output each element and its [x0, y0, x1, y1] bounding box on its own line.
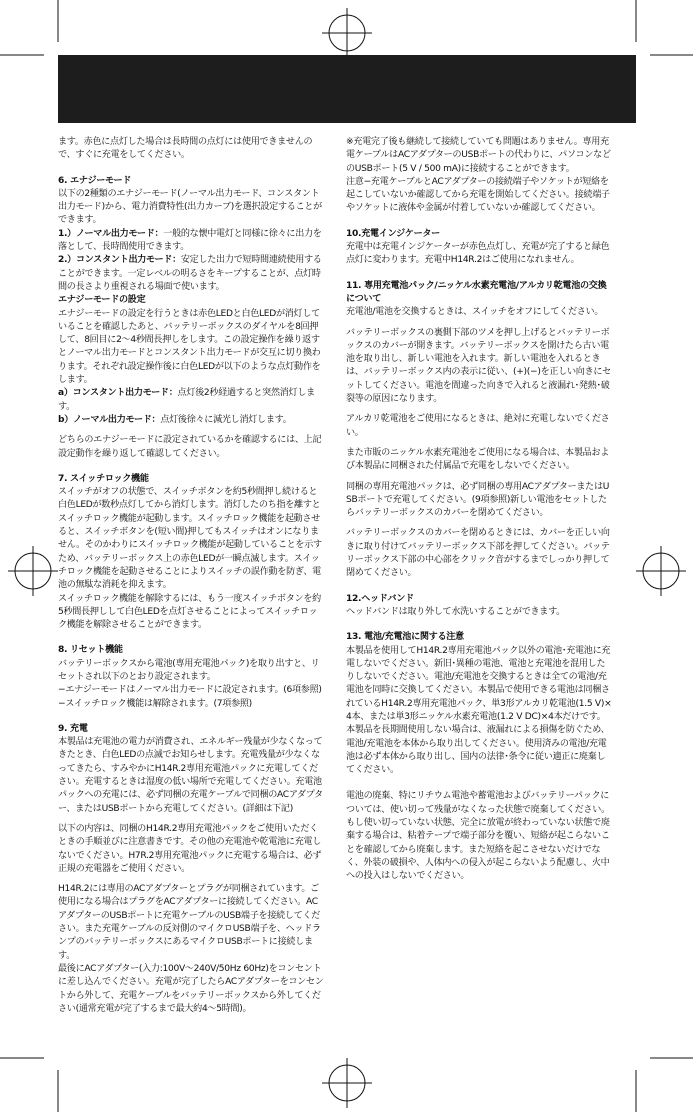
paragraph: 本製品を長期間使用しない場合は、液漏れによる損傷を防ぐため、電池/充電池を本体から取り出してください。使用済みの電池/充電池は必ず本体から取り出し、国内の法律･条令に従い適正に廃棄してください。 — [346, 725, 610, 776]
right-column — [346, 136, 613, 884]
paragraph: 注意−充電ケーブルとACアダプターの接続端子やソケットが短絡を起こしていないか確認してから充電を開始してください。接続端子やソケットに液体や金属が付着していないか確認してください。 — [346, 176, 610, 214]
mode-label: 1.）ノーマル出力モード： — [58, 228, 164, 239]
paragraph: バッテリーボックスから電池(専用充電池パック)を取り出すと、リセットされ以下のとおり設定されます。 — [58, 658, 320, 682]
section-title-energy-mode: 6. エナジーモード — [58, 175, 132, 186]
subsection-title: エナジーモードの設定 — [58, 295, 146, 306]
paragraph: −スイッチロック機能は解除されます。(7項参照) — [58, 698, 252, 709]
section-title-charging: 9. 充電 — [58, 723, 88, 734]
section-title-reset: 8. リセット機能 — [58, 645, 123, 656]
paragraph: 以下の内容は、同梱のH14R.2専用充電池パックをご使用いただくときの手順並びに注意書きです。その他の充電池や乾電池に充電しないでください。H7R.2専用充電池パックに充電する場合は、必ず正規の充電器をご使用ください。 — [58, 823, 322, 874]
mode-label: b）ノーマル出力モード： — [58, 414, 161, 425]
section-title-headband: 12.ヘッドバンド — [346, 593, 414, 604]
paragraph: 最後にACアダプター(入力:100V〜240V/50Hz 60Hz)をコンセントに差し込んでください。充電が完了したらACアダプターをコンセントから外して、充電ケーブルをバッテリーボックスから外してください(通常充電が完了するまで最大約4〜5時間)。 — [58, 963, 324, 1014]
header-band — [58, 55, 636, 123]
mode-label: 2.）コンスタント出力モード： — [58, 255, 181, 266]
section-title-charge-indicator: 10.充電インジケーター — [346, 228, 440, 239]
paragraph: H14R.2には専用のACアダプターとプラグが同梱されています。ご使用になる場合はプラグをACアダプターに接続してください。ACアダプターのUSBポートに充電ケーブルのUSB端子を接続してください。また充電ケーブルの反対側のマイクロUSB端子を、ヘッドランプのバッテリーボックスにあるマイクロUSBポートに接続します。 — [58, 884, 321, 961]
left-column — [58, 136, 325, 1016]
paragraph: また市販のニッケル水素充電池をご使用になる場合は、本製品および本製品に同梱された付属品で充電をしないでください。 — [346, 447, 609, 472]
paragraph: バッテリーボックスのカバーを閉めるときには、カバーを正しい向きに取り付けてバッテリーボックス下部を押してください。バッテリーボックス下部の中心部をクリック音がするまでしっかり押して閉めてください。 — [346, 528, 610, 579]
paragraph: 以下の2種類のエナジーモード(ノーマル出力モード、コンスタント出力モード)から、電力消費特性(出力カーブ)を選択設定することができます。 — [58, 188, 322, 226]
mode-text: 点灯後2秒経過すると突然消灯します。 — [58, 388, 315, 412]
section-title-battery-replacement: 11. 専用充電池パック/ニッケル水素充電池/アルカリ乾電池の交換について — [346, 280, 607, 304]
paragraph: 同梱の専用充電池パックは、必ず同梱の専用ACアダプターまたはUSBポートで充電してください。(9項参照)新しい電池をセットしたらバッテリーボックスのカバーを閉めてください。 — [346, 481, 610, 519]
paragraph: アルカリ乾電池をご使用になるときは、絶対に充電しないでください。 — [346, 414, 610, 438]
paragraph: どちらのエナジーモードに設定されているかを確認するには、上記設定動作を繰り返して確認してください。 — [58, 435, 322, 459]
paragraph: エナジーモードの設定を行うときは赤色LEDと白色LEDが消灯していることを確認したあと、バッテリーボックスのダイヤルを8回押して、8回目に2〜4秒間長押しをします。この設定操作を繰り返すとノーマル出力モードとコンスタント出力モードが交互に切り換わります。それぞれ設定操作後に白色LEDが以下のような点灯動作をします。 — [58, 308, 321, 386]
paragraph: スイッチがオフの状態で、スイッチボタンを約5秒間押し続けると白色LEDが数秒点灯してから消灯します。消灯したのち指を離すとスイッチロック機能が起動します。スイッチロック機能を起動させると、スイッチボタンを(短い間)押してもスイッチはオンになりません。そのかわりにスイッチロック機能が起動していることを示すため、バッテリーボックス上の赤色LEDが一瞬点滅します。スイッチロック機能を起動させることによりスイッチの誤作動を防ぎ、電池の無駄な消耗を抑えます。 — [58, 487, 322, 591]
mode-text: 安定した出力で短時間連続使用することができます。一定レベルの明るさをキープすることが、点灯時間の長さより重視される場面で使います。 — [58, 255, 322, 292]
mode-label: a）コンスタント出力モード： — [58, 388, 178, 399]
paragraph: 本製品は充電池の電力が消費され、エネルギー残量が少なくなってきたとき、白色LEDの点滅でお知らせします。充電残量が少なくなってきたら、すみやかにH14R.2専用充電池パックに充電してください。充電するときは湿度の低い場所で充電してください。充電池パックへの充電には、必ず同梱の充電ケーブルで同梱のACアダプター、またはUSBポートから充電してください。(詳細は下記) — [58, 737, 323, 814]
paragraph: ※充電完了後も継続して接続していても問題はありません。専用充電ケーブルはACアダプターのUSBポートの代わりに、パソコンなどのUSBポート(5 V / 500 mA)に接続することができます。 — [346, 137, 611, 174]
paragraph: バッテリーボックスの裏側下部のツメを押し上げるとバッテリーボックスのカバーが開きます。バッテリーボックスを開けたら古い電池を取り出し、新しい電池を入れます。新しい電池を入れるときは、バッテリーボックス内の表示に従い、(+)(−)を正しい向きにセットしてください。電池を間違った向きで入れると液漏れ･発熱･破裂等の原因になります。 — [346, 327, 611, 405]
mode-text: 点灯後徐々に減光し消灯します。 — [160, 414, 292, 425]
paragraph: 電池の廃棄、特にリチウム電池や蓄電池およびバッテリーパックについては、使い切って残量がなくなった状態で廃棄してください。もし使い切っていない状態、完全に放電が終わっていない状態で廃棄する場合は、粘着テープで端子部分を覆い、短絡が起こらないことを確認してから廃棄します。また短絡を起こさせないだけでなく、外装の破損や、人体内への侵入が起こらないよう配慮し、火中への投入はしないでください。 — [346, 791, 610, 882]
paragraph: 本製品を使用してH14R.2専用充電池パック以外の電池･充電池に充電しないでください。新旧･異種の電池、電池と充電池を混用したりしないでください。電池/充電池を交換するときは全ての電池/充電池を同時に交換してください。本製品で使用できる電池は同梱されているH14R.2専用充電池パック、単3形アルカリ乾電池(1.5 V)×4本、または単3形ニッケル水素充電池(1.2 V DC)×4本だけです。 — [346, 645, 612, 722]
section-title-switch-lock: 7. スイッチロック機能 — [58, 473, 149, 484]
mode-text: 一般的な懐中電灯と同様に徐々に出力を落として、長時間使用できます。 — [58, 228, 322, 253]
paragraph: スイッチロック機能を解除するには、もう一度スイッチボタンを約5秒間長押しして白色LEDを点灯させることによってスイッチロック機能を解除させることができます。 — [58, 593, 321, 631]
paragraph: ます。赤色に点灯した場合は長時間の点灯には使用できませんので、すぐに充電をしてください。 — [58, 137, 313, 161]
section-title-battery-caution: 13. 電池/充電池に関する注意 — [346, 632, 464, 643]
paragraph: ヘッドバンドは取り外して水洗いすることができます。 — [346, 606, 565, 617]
paragraph: 充電池/電池を交換するときは、スイッチをオフにしてください。 — [346, 307, 604, 318]
paragraph: −エナジーモードはノーマル出力モードに設定されます。(6項参照) — [58, 685, 322, 696]
paragraph: 充電中は充電インジケーターが赤色点灯し、充電が完了すると緑色点灯に変わります。充電中H14R.2はご使用になれません。 — [346, 242, 610, 266]
